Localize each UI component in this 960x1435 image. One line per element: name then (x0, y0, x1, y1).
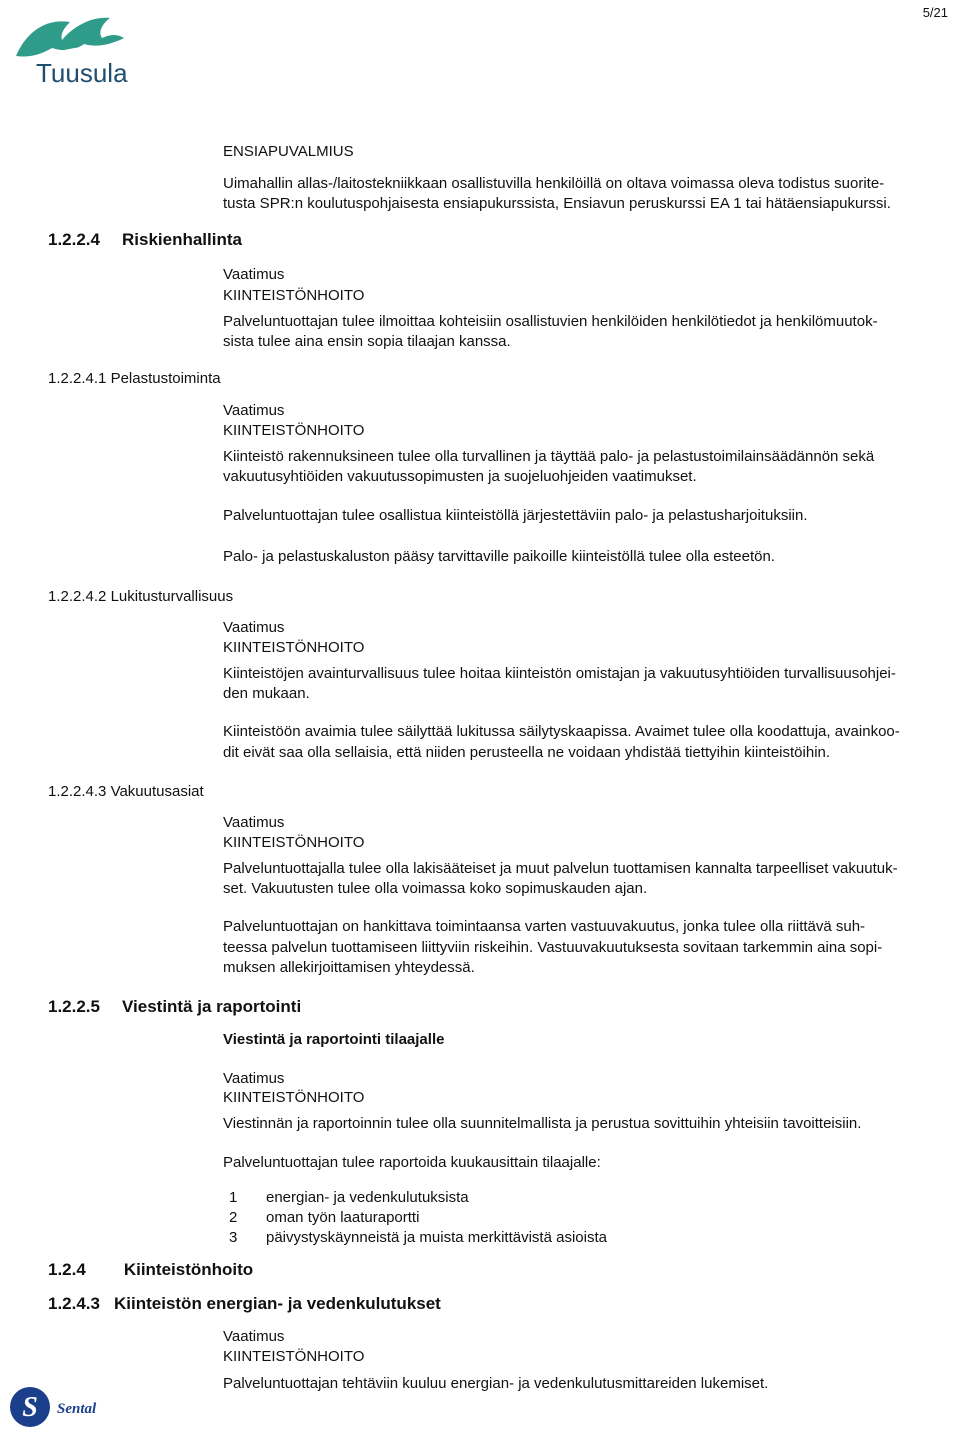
viestinta-p1: Viestinnän ja raportoinnin tulee olla suunnitelmallista ja perustua sovittuihin yhteisiin tavoitteisiin. (223, 1115, 862, 1132)
vakuutus-p1-line-2: set. Vakuutusten tulee olla voimassa koko sopimuskauden ajan. (223, 880, 648, 897)
heading-1-2-2-4-2 (48, 588, 233, 605)
heading-title: Lukitusturvallisuus (110, 588, 234, 605)
sental-logo-text: Sental (57, 1401, 97, 1417)
energia-p1: Palveluntuottajan tehtäviin kuuluu energian- ja vedenkulutusmittareiden lukemiset. (223, 1375, 769, 1392)
kiinteistonhoito-label: KIINTEISTÖNHOITO (223, 639, 365, 656)
lukitus-p2-line-1: Kiinteistöön avaimia tulee säilyttää lukitussa säilytyskaapissa. Avaimet tulee olla koodattuja, avainkoo- (223, 723, 900, 740)
lukitus-p1-line-2: den mukaan. (223, 685, 310, 702)
sental-logo (9, 1385, 109, 1429)
heading-number: 1.2.4 (48, 1260, 86, 1279)
heading-number: 1.2.2.4.2 (48, 588, 107, 605)
riski-line-2: sista tulee aina ensin sopia tilaajan kanssa. (223, 333, 511, 350)
heading-title: Pelastustoiminta (110, 370, 221, 387)
vaatimus-label: Vaatimus (223, 1328, 285, 1345)
heading-number: 1.2.2.4 (48, 230, 100, 249)
vakuutus-p2-line-2: teessa palvelun tuottamiseen liittyviin riskeihin. Vastuuvakuutuksesta sovitaan tarkemmin aina sopi- (223, 939, 883, 956)
list-text: päivystyskäynneistä ja muista merkittävistä asioista (266, 1229, 607, 1246)
list-item (229, 1208, 419, 1228)
heading-1-2-4-3 (48, 1294, 441, 1314)
lukitus-p2-line-2: dit eivät saa olla sellaisia, että niiden perusteella ne voidaan yhdistää tiettyihin kiinteistöihin. (223, 744, 831, 761)
heading-1-2-2-4-3 (48, 783, 204, 800)
heading-title: Vakuutusasiat (110, 783, 204, 800)
heading-1-2-2-4 (48, 230, 242, 250)
ensiapu-heading: ENSIAPUVALMIUS (223, 143, 354, 160)
heading-number: 1.2.2.4.1 (48, 370, 107, 387)
vaatimus-label: Vaatimus (223, 1070, 285, 1087)
list-item (229, 1188, 469, 1208)
heading-number: 1.2.4.3 (48, 1294, 100, 1313)
tuusula-logo (6, 4, 146, 86)
vakuutus-p2-line-3: muksen allekirjoittamisen yhteydessä. (223, 959, 475, 976)
heading-1-2-2-5 (48, 997, 301, 1017)
vakuutus-p1-line-1: Palveluntuottajalla tulee olla lakisääteiset ja muut palvelun tuottamisen kannalta tarpeelliset vakuutuk- (223, 860, 898, 877)
ensiapu-line-2: tusta SPR:n koulutuspohjaisesta ensiapukurssista, Ensiavun peruskurssi EA 1 tai hätäensiapukurssi. (223, 195, 891, 212)
vaatimus-label: Vaatimus (223, 814, 285, 831)
viestinta-subheading: Viestintä ja raportointi tilaajalle (223, 1031, 445, 1048)
kiinteistonhoito-label: KIINTEISTÖNHOITO (223, 834, 365, 851)
kiinteistonhoito-label: KIINTEISTÖNHOITO (223, 1089, 365, 1106)
page-number: 5/21 (922, 5, 948, 20)
list-text: energian- ja vedenkulutuksista (266, 1189, 469, 1206)
heading-title: Riskienhallinta (122, 230, 242, 249)
pelastus-p1-line-2: vakuutusyhtiöiden vakuutussopimusten ja suojeluohjeiden vaatimukset. (223, 468, 697, 485)
vaatimus-label: Vaatimus (223, 266, 285, 283)
tuusula-logo-text: Tuusula (36, 58, 128, 86)
list-number: 1 (229, 1189, 238, 1206)
vaatimus-label: Vaatimus (223, 402, 285, 419)
pelastus-p3: Palo- ja pelastuskaluston pääsy tarvittaville paikoille kiinteistöllä tulee olla esteetön. (223, 548, 775, 565)
viestinta-p2: Palveluntuottajan tulee raportoida kuukausittain tilaajalle: (223, 1154, 601, 1171)
list-number: 3 (229, 1229, 238, 1246)
pelastus-p2: Palveluntuottajan tulee osallistua kiinteistöllä järjestettäviin palo- ja pelastusharjoituksiin. (223, 507, 808, 524)
list-item (229, 1228, 607, 1248)
kiinteistonhoito-label: KIINTEISTÖNHOITO (223, 287, 365, 304)
sental-logo-letter: S (22, 1392, 38, 1423)
heading-number: 1.2.2.5 (48, 997, 100, 1016)
heading-1-2-2-4-1 (48, 370, 221, 387)
heading-title: Viestintä ja raportointi (122, 997, 302, 1016)
kiinteistonhoito-label: KIINTEISTÖNHOITO (223, 422, 365, 439)
ensiapu-line-1: Uimahallin allas-/laitostekniikkaan osallistuvilla henkilöillä on oltava voimassa oleva todistus suorite- (223, 175, 885, 192)
list-number: 2 (229, 1209, 238, 1226)
heading-number: 1.2.2.4.3 (48, 783, 107, 800)
lukitus-p1-line-1: Kiinteistöjen avainturvallisuus tulee hoitaa kiinteistön omistajan ja vakuutusyhtiöiden turvallisuusohjei- (223, 665, 896, 682)
heading-title: Kiinteistönhoito (123, 1260, 254, 1279)
heading-title: Kiinteistön energian- ja vedenkulutukset (114, 1294, 441, 1313)
vakuutus-p2-line-1: Palveluntuottajan on hankittava toimintaansa varten vastuuvakuutus, jonka tulee olla riittävä suh- (223, 918, 866, 935)
heading-1-2-4 (48, 1260, 253, 1280)
pelastus-p1-line-1: Kiinteistö rakennuksineen tulee olla turvallinen ja täyttää palo- ja pelastustoimilainsäädännön sekä (223, 448, 875, 465)
vaatimus-label: Vaatimus (223, 619, 285, 636)
kiinteistonhoito-label: KIINTEISTÖNHOITO (223, 1348, 365, 1365)
list-text: oman työn laaturaportti (266, 1209, 420, 1226)
riski-line-1: Palveluntuottajan tulee ilmoittaa kohteisiin osallistuvien henkilöiden henkilötiedot ja henkilömuutok- (223, 313, 878, 330)
